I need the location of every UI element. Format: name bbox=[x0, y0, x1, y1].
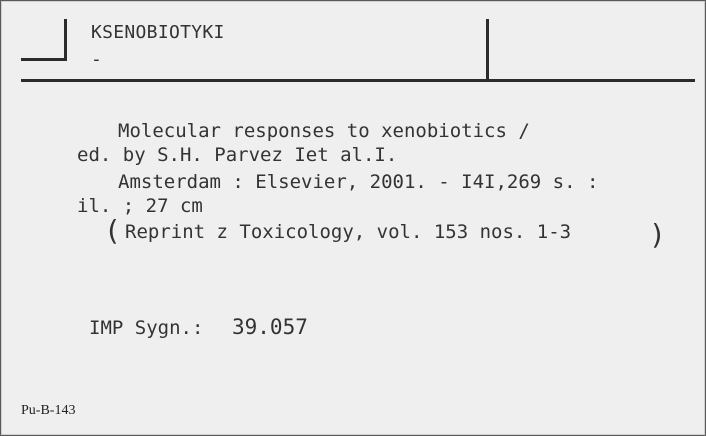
series-open-paren: ( bbox=[104, 214, 121, 247]
heading-horizontal-rule bbox=[21, 79, 695, 82]
title-line-1: Molecular responses to xenobiotics / bbox=[118, 120, 530, 142]
imprint-line-2: il. ; 27 cm bbox=[77, 195, 203, 217]
call-number-value: 39.057 bbox=[232, 315, 308, 339]
heading-vertical-rule bbox=[486, 19, 489, 81]
title-line-2: ed. by S.H. Parvez Iet al.I. bbox=[77, 144, 398, 166]
call-number-label: IMP Sygn.: bbox=[89, 317, 204, 339]
series-note: Reprint z Toxicology, vol. 153 nos. 1-3 bbox=[125, 221, 572, 243]
corner-bracket-vertical bbox=[64, 19, 67, 61]
series-close-paren: ) bbox=[649, 218, 666, 251]
subject-heading: KSENOBIOTYKI bbox=[91, 22, 225, 43]
shelfmark: Pu-B-143 bbox=[21, 403, 76, 418]
imprint-line-1: Amsterdam : Elsevier, 2001. - I4I,269 s. : bbox=[118, 171, 599, 193]
subject-dash: - bbox=[91, 49, 102, 70]
corner-bracket-horizontal bbox=[21, 58, 67, 61]
